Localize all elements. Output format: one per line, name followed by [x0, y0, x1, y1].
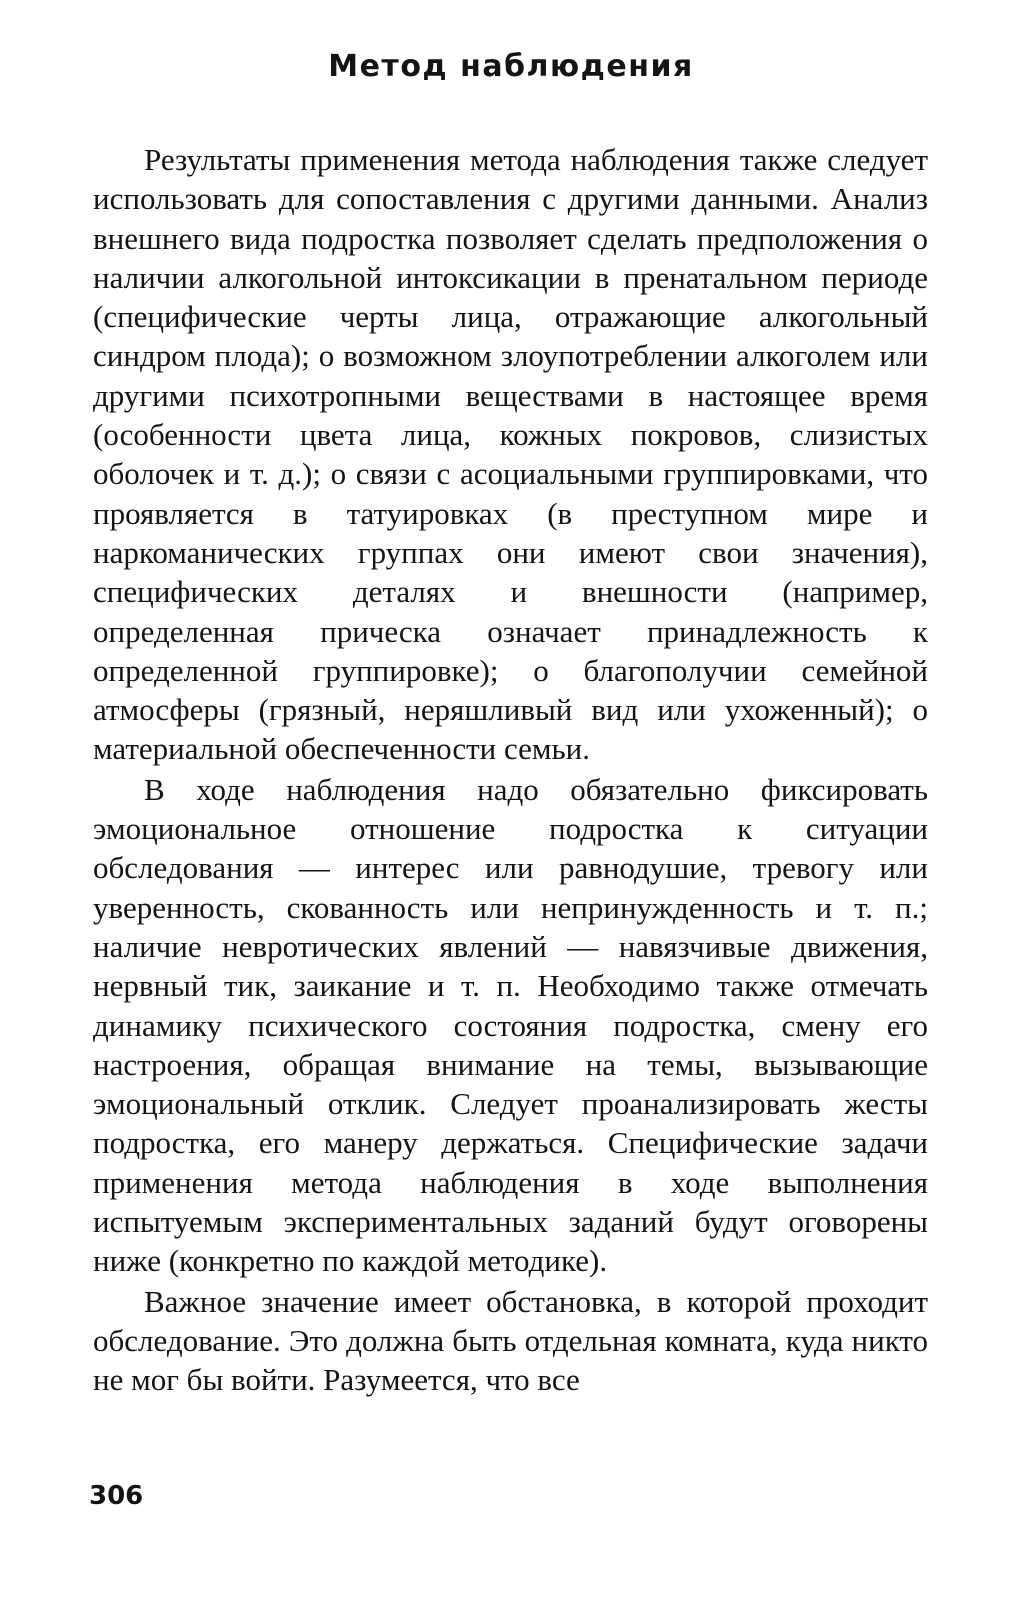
paragraph-3: Важное значение имеет обстановка, в которой проходит обследование. Это должна быть отдельная комната, куда никто не мог бы войти. Разумеется, что все	[93, 1283, 928, 1398]
body-text	[93, 140, 928, 1400]
paragraph-1: Результаты применения метода наблюдения также следует использовать для сопоставления с другими данными. Анализ внешнего вида подростка позволяет сделать предположения о наличии алкогольной интоксикации в пренатальном периоде (специфические черты лица, отражающие алкогольный синдром плода); о возможном злоупотреблении алкоголем или другими психотропными веществами в настоящее время (особенности цвета лица, кожных покровов, слизистых оболочек и т. д.); о связи с асоциальными группировками, что проявляется в татуировках (в преступном мире и наркоманических группах они имеют свои значения), специфических деталях и внешности (например, определенная прическа означает принадлежность к определенной группировке); о благополучии семейной атмосферы (грязный, неряшливый вид или ухоженный); о материальной обеспеченности семьи.	[93, 142, 928, 767]
paragraph-2: В ходе наблюдения надо обязательно фиксировать эмоциональное отношение подростка к ситуации обследования — интерес или равнодушие, тревогу или уверенность, скованность или непринужденность и т. п.; наличие невротических явлений — навязчивые движения, нервный тик, заикание и т. п. Необходимо также отмечать динамику психического состояния подростка, смену его настроения, обращая внимание на темы, вызывающие эмоциональный отклик. Следует проанализировать жесты подростка, его манеру держаться. Специфические задачи применения метода наблюдения в ходе выполнения испытуемым экспериментальных заданий будут оговорены ниже (конкретно по каждой методике).	[93, 771, 928, 1279]
section-title: Метод наблюдения	[328, 49, 694, 84]
page-number: 306	[89, 1481, 144, 1511]
